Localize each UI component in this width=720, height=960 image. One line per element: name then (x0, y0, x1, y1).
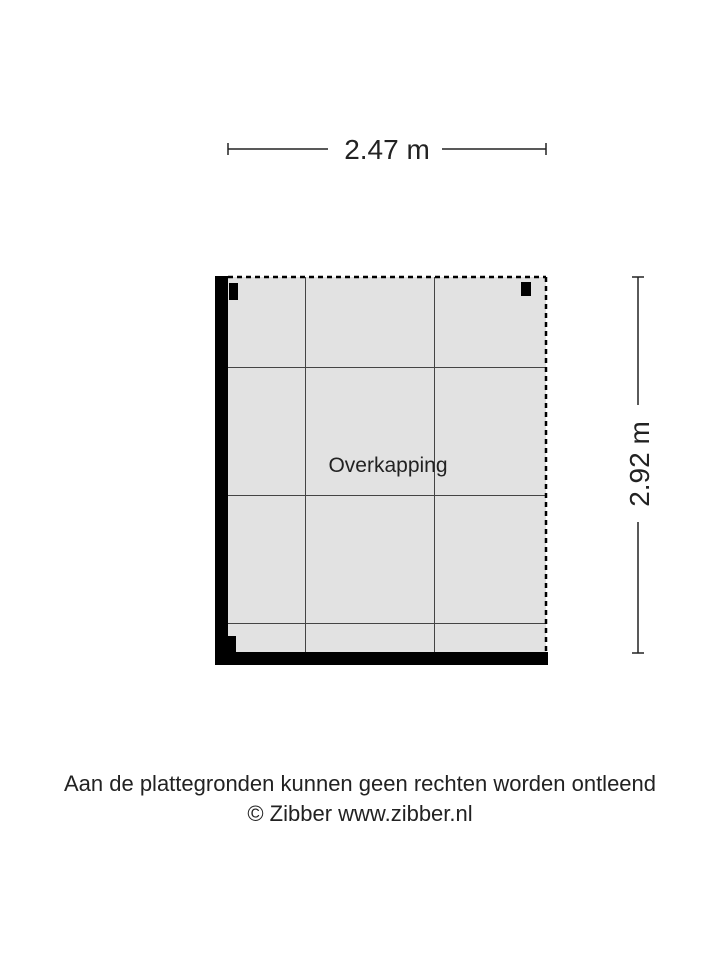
room-label: Overkapping (328, 454, 448, 477)
height-dimension-label: 2.92 m (624, 421, 655, 507)
wall-bottom (215, 652, 548, 665)
footer-disclaimer: Aan de plattegronden kunnen geen rechten worden ontleend (63, 771, 657, 796)
wall-corner-post (228, 636, 236, 652)
post-top-left (229, 283, 238, 300)
width-dimension (228, 134, 546, 165)
height-dimension (624, 277, 655, 653)
footer-copyright: © Zibber www.zibber.nl (247, 801, 473, 826)
post-top-right (521, 282, 531, 296)
wall-left (215, 276, 228, 665)
width-dimension-label: 2.47 m (344, 134, 430, 165)
